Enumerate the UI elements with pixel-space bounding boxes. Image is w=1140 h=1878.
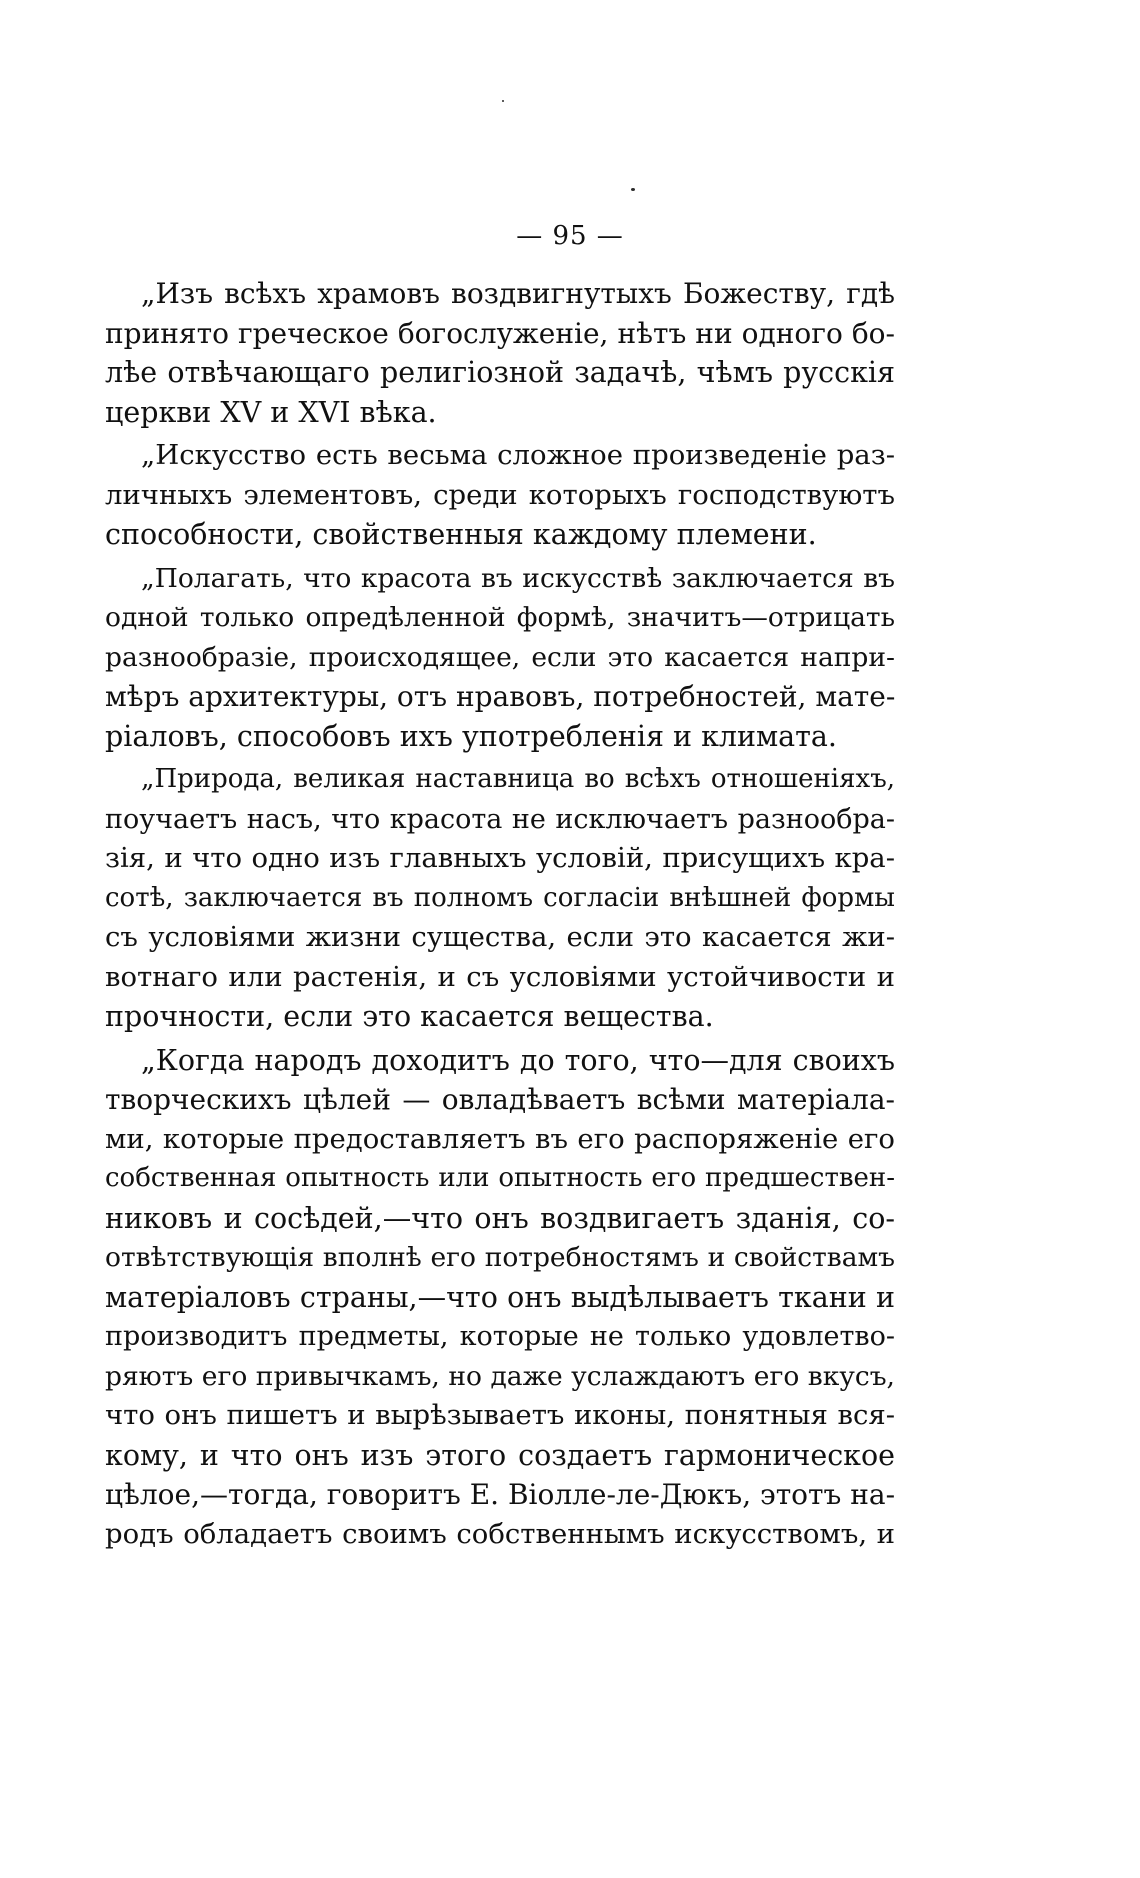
text-line: творческихъ цѣлей — овладѣваетъ всѣми матеріала- xyxy=(105,1083,895,1116)
text-line: матеріаловъ страны,—что онъ выдѣлываетъ ткани и xyxy=(105,1280,895,1314)
body-text xyxy=(105,274,895,1554)
text-line: прочности, если это касается вещества. xyxy=(105,1000,714,1033)
text-line: никовъ и сосѣдей,—что онъ воздвигаетъ зданія, со- xyxy=(105,1201,895,1235)
text-line: мѣръ архитектуры, отъ нравовъ, потребностей, мате- xyxy=(105,680,896,713)
text-line: поучаетъ насъ, что красота не исключаетъ разнообра- xyxy=(105,803,895,835)
text-line: „Искусство есть весьма сложное произведеніе раз- xyxy=(141,439,895,471)
text-line: цѣлое,—тогда, говоритъ Е. Віолле-ле-Дюкъ, этотъ на- xyxy=(105,1478,896,1511)
text-line: лѣе отвѣчающаго религіозной задачѣ, чѣмъ русскія xyxy=(105,356,895,389)
text-line: сотѣ, заключается въ полномъ согласіи внѣшней формы xyxy=(105,882,895,913)
text-line: церкви XV и XVI вѣка. xyxy=(105,395,437,429)
paper-speck xyxy=(502,100,504,102)
text-line: разнообразіе, происходящее, если это касается напри- xyxy=(105,641,895,673)
text-line: „Полагать, что красота въ искусствѣ заключается въ xyxy=(141,562,895,594)
text-line: собственная опытность или опытность его предшествен- xyxy=(105,1163,895,1193)
text-line: родъ обладаетъ своимъ собственнымъ искусствомъ, и xyxy=(105,1517,895,1550)
text-line: ріаловъ, способовъ ихъ употребленія и климата. xyxy=(105,719,837,753)
text-line: личныхъ элементовъ, среди которыхъ господствуютъ xyxy=(105,478,895,511)
paper-speck xyxy=(631,188,635,191)
text-line: вотнаго или растенія, и съ условіями устойчивости и xyxy=(105,960,895,993)
text-line: съ условіями жизни существа, если это касается жи- xyxy=(105,921,895,953)
text-line: принято греческое богослуженіе, нѣтъ ни одного бо- xyxy=(105,316,895,350)
page-number: — 95 — xyxy=(516,221,624,251)
text-line: кому, и что онъ изъ этого создаетъ гармоническое xyxy=(105,1438,895,1472)
text-line: отвѣтствующія вполнѣ его потребностямъ и свойствамъ xyxy=(105,1242,895,1273)
text-line: зія, и что одно изъ главныхъ условій, присущихъ кра- xyxy=(105,842,895,874)
text-line: „Когда народъ доходитъ до того, что—для своихъ xyxy=(141,1043,895,1077)
text-line: „Изъ всѣхъ храмовъ воздвигнутыхъ Божеству, гдѣ xyxy=(141,277,895,310)
text-line: производитъ предметы, которые не только удовлетво- xyxy=(105,1321,895,1352)
text-line: „Природа, великая наставница во всѣхъ отношеніяхъ, xyxy=(141,764,895,794)
text-line: одной только опредѣленной формѣ, значитъ—отрицать xyxy=(105,602,895,633)
text-line: ряютъ его привычкамъ, но даже услаждаютъ его вкусъ, xyxy=(105,1360,895,1392)
text-line: что онъ пишетъ и вырѣзываетъ иконы, понятныя вся- xyxy=(105,1399,895,1431)
text-line: способности, свойственныя каждому племени. xyxy=(105,518,817,551)
text-line: ми, которые предоставляетъ въ его распоряженіе его xyxy=(105,1122,895,1155)
